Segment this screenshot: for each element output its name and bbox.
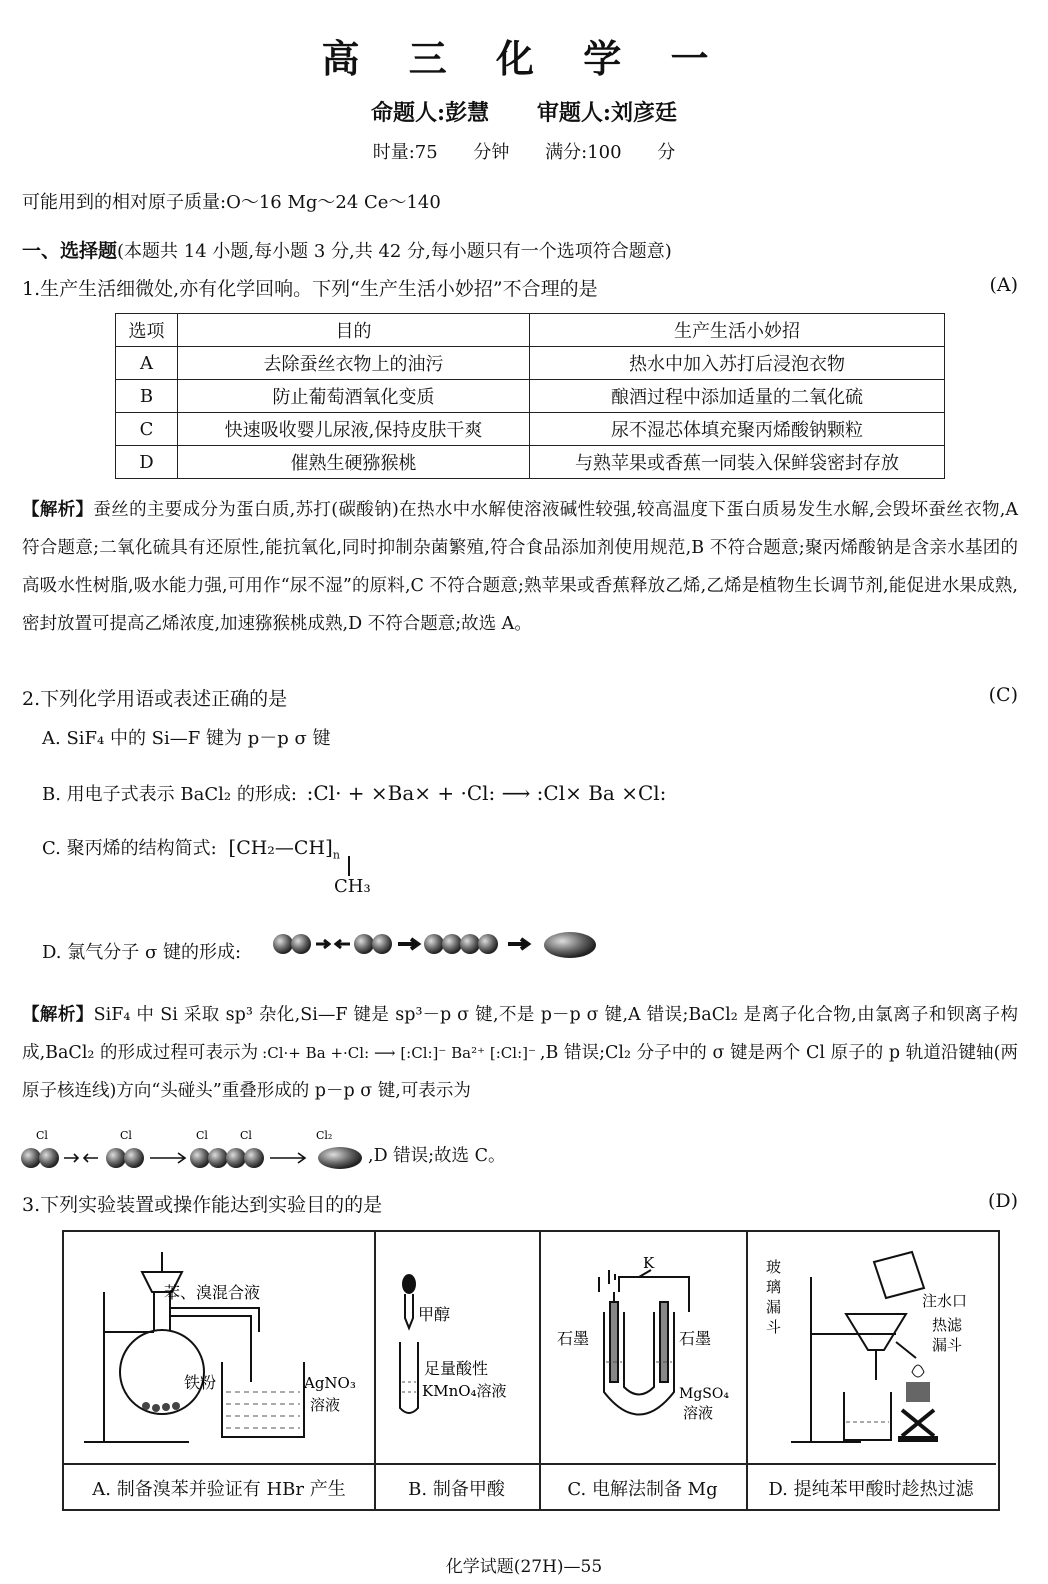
question-2-analysis — [22, 996, 1018, 1110]
apparatus-panel-d — [746, 1232, 996, 1509]
arrow-icon — [64, 1154, 98, 1162]
question-2-stem: 2.下列化学用语或表述正确的是 — [22, 688, 288, 710]
apparatus-panel-a — [64, 1232, 376, 1509]
label-glass-3: 漏 — [766, 1298, 782, 1316]
label-glass-4: 斗 — [766, 1318, 782, 1336]
branch-bond — [348, 856, 350, 876]
table-cell: 尿不湿芯体填充聚丙烯酸钠颗粒 — [530, 413, 945, 446]
arrow-icon — [398, 939, 418, 949]
analysis-tag: 【解析】 — [22, 500, 94, 520]
section-heading — [22, 236, 672, 263]
table-header-cell: 选项 — [116, 314, 178, 347]
question-2-option-a: A. SiF₄ 中的 Si—F 键为 p－p σ 键 — [42, 728, 331, 749]
exam-time-info: 时量:75 分钟 满分:100 分 — [372, 142, 676, 163]
analysis-text: 蚕丝的主要成分为蛋白质,苏打(碳酸钠)在热水中水解使溶液碱性较强,较高温度下蛋白质易发生水解,会毁坏蚕丝衣物,A 符合题意;二氧化硫具有还原性,能抗氧化,同时抑制杂菌繁殖,符合食品添加剂使用规范,B 不符合题意;聚丙烯酸钠是含亲水基团的高吸水性树脂,吸水能力强,可用作“尿不湿”的原料,C 不符合题意;熟苹果或香蕉释放乙烯,乙烯是植物生长调节剂,能促进水果成熟,密封放置可提高乙烯浓度,加速猕猴桃成熟,D 不符合题意;故选 A。 — [22, 500, 1019, 634]
option-b-label: B. 用电子式表示 BaCl₂ 的形成: — [42, 784, 297, 805]
label-switch-k: K — [643, 1254, 655, 1272]
label-methanol: 甲醇 — [418, 1305, 451, 1324]
label-kmno4: KMnO₄溶液 — [422, 1382, 507, 1400]
exam-title: 高 三 化 学 一 — [321, 36, 727, 81]
table-cell: 酿酒过程中添加适量的二氧化硫 — [530, 380, 945, 413]
analysis-text-2: ,B 错误;Cl₂ 分子中的 σ 键是两个 Cl 原子的 p 轨道沿键轴(两原子核连线)方向“头碰头”重叠形成的 p－p σ 键,可表示为 — [22, 1043, 1018, 1101]
question-1-table — [115, 313, 945, 479]
sigma-bond-diagram — [272, 926, 602, 966]
table-row — [116, 446, 945, 479]
table-cell: 防止葡萄酒氧化变质 — [178, 380, 530, 413]
arrow-icon — [508, 939, 528, 949]
arrow-icon — [316, 940, 350, 948]
table-cell: 催熟生硬猕猴桃 — [178, 446, 530, 479]
analysis-tag: 【解析】 — [22, 1005, 94, 1025]
question-3-answer: (D) — [987, 1190, 1018, 1212]
electron-formula: :Cl· + ×Ba× + ·Cl: ⟶ :Cl× Ba ×Cl: — [306, 781, 667, 805]
label-solution: 溶液 — [310, 1396, 341, 1414]
orbital-label: Cl — [240, 1129, 252, 1142]
polymer-branch: CH₃ — [334, 876, 371, 897]
analysis-text-3: ,D 错误;故选 C。 — [368, 1146, 506, 1166]
analysis-text-1: SiF₄ 中 Si 采取 sp³ 杂化,Si—F 键是 sp³－p σ 键,不是 p－p σ 键,A 错误;BaCl₂ 是离子化合物,由氯离子和钡离子构成,BaCl₂ 的形成过程可表示为 — [22, 1005, 1018, 1063]
caption-c: C. 电解法制备 Mg — [539, 1463, 746, 1511]
question-1 — [22, 274, 1018, 301]
apparatus-panel-c — [539, 1232, 748, 1509]
question-2-answer: (C) — [988, 684, 1018, 706]
orbital-label: Cl₂ — [316, 1129, 333, 1142]
table-cell: 热水中加入苏打后浸泡衣物 — [530, 347, 945, 380]
arrow-icon — [150, 1153, 185, 1163]
page-footer: 化学试题(27H)—55 — [445, 1557, 603, 1577]
question-2-option-b — [42, 780, 666, 806]
table-cell: 与熟苹果或香蕉一同装入保鲜袋密封存放 — [530, 446, 945, 479]
hot-filtration-apparatus — [746, 1232, 996, 1463]
table-row — [116, 413, 945, 446]
label-solution: 溶液 — [683, 1404, 714, 1422]
solution-level — [226, 1392, 300, 1428]
caption-b: B. 制备甲酸 — [374, 1463, 539, 1511]
label-benzene-bromine: 苯、溴混合液 — [164, 1283, 261, 1302]
label-hot-filter-1: 热滤 — [932, 1316, 963, 1334]
label-agno3: AgNO₃ — [304, 1374, 356, 1392]
caption-d: D. 提纯苯甲酸时趁热过滤 — [746, 1463, 996, 1511]
orbital-pair-1 — [273, 934, 311, 954]
table-cell: D — [116, 446, 178, 479]
burner-and-jack — [898, 1365, 938, 1442]
caption-a: A. 制备溴苯并验证有 HBr 产生 — [64, 1463, 374, 1511]
orbital-label: Cl — [196, 1129, 208, 1142]
orbital-overlap — [424, 934, 498, 954]
question-2-option-c — [42, 834, 340, 862]
arrow-icon — [270, 1153, 305, 1163]
bromobenzene-apparatus — [64, 1232, 374, 1463]
option-c-label: C. 聚丙烯的结构简式: — [42, 838, 217, 859]
question-1-analysis — [22, 491, 1018, 643]
question-3 — [22, 1190, 1018, 1217]
label-excess-acidic: 足量酸性 — [424, 1359, 489, 1378]
table-header-row — [116, 314, 945, 347]
table-row — [116, 380, 945, 413]
ionic-formation-formula: :Cl·+ Ba +·Cl: ⟶ [:Cl:]⁻ Ba²⁺ [:Cl:]⁻ — [262, 1044, 536, 1062]
label-water-inlet: 注水口 — [922, 1292, 968, 1310]
label-graphite-right: 石墨 — [679, 1329, 712, 1348]
table-row — [116, 347, 945, 380]
table-cell: B — [116, 380, 178, 413]
label-graphite-left: 石墨 — [557, 1329, 590, 1348]
table-cell: A — [116, 347, 178, 380]
table-cell: C — [116, 413, 178, 446]
question-2-option-d: D. 氯气分子 σ 键的形成: — [42, 942, 242, 963]
exam-authors: 命题人:彭慧 审题人:刘彦廷 — [371, 100, 677, 126]
label-mgso4: MgSO₄ — [679, 1386, 729, 1402]
table-cell: 去除蚕丝衣物上的油污 — [178, 347, 530, 380]
table-cell: 快速吸收婴儿尿液,保持皮肤干爽 — [178, 413, 530, 446]
label-hot-filter-2: 漏斗 — [932, 1336, 963, 1354]
question-2 — [22, 684, 1018, 711]
section-title: 一、选择题 — [22, 240, 118, 262]
orbital-pair-2 — [354, 934, 392, 954]
bracket-right: ] — [325, 835, 333, 859]
formic-acid-apparatus — [374, 1232, 539, 1463]
atomic-masses: 可能用到的相对原子质量:O～16 Mg～24 Ce～140 — [22, 192, 441, 213]
question-1-answer: (A) — [989, 274, 1018, 296]
electrolysis-apparatus — [539, 1232, 746, 1463]
table-header-cell: 目的 — [178, 314, 530, 347]
analysis-orbital-diagram — [20, 1128, 368, 1172]
bracket-left: [ — [228, 835, 237, 859]
polymer-main-chain: CH₂—CH — [236, 837, 326, 859]
section-note: (本题共 14 小题,每小题 3 分,共 42 分,每小题只有一个选项符合题意) — [117, 241, 672, 262]
table-header-cell: 生产生活小妙招 — [530, 314, 945, 347]
orbital-label: Cl — [36, 1129, 48, 1142]
question-1-stem: 1.生产生活细微处,亦有化学回响。下列“生产生活小妙招”不合理的是 — [22, 278, 598, 300]
label-iron-powder: 铁粉 — [184, 1373, 217, 1392]
polymer-n: n — [332, 848, 340, 862]
sigma-bond-ellipse — [544, 932, 596, 958]
label-glass-1: 玻 — [766, 1258, 782, 1276]
apparatus-figure — [62, 1230, 1000, 1511]
question-3-stem: 3.下列实验装置或操作能达到实验目的的是 — [22, 1194, 383, 1216]
orbital-label: Cl — [120, 1129, 132, 1142]
apparatus-panel-b — [374, 1232, 541, 1509]
label-glass-2: 璃 — [766, 1278, 782, 1296]
